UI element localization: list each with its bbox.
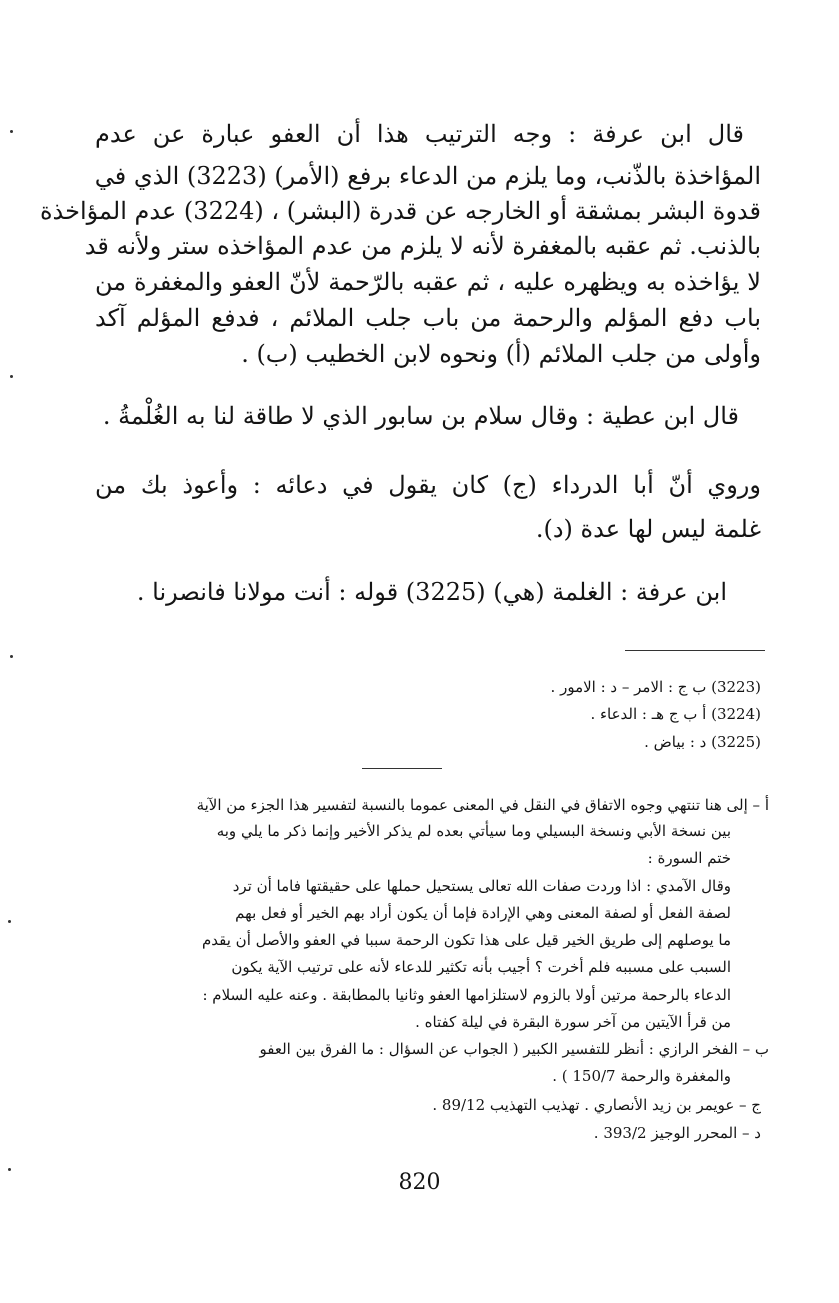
body-line: وروي أنّ أبا الدرداء (ج) كان يقول في دعائه : وأعوذ بك من: [95, 471, 761, 499]
variant-line: (3223) ب ج : الامر – د : الامور .: [550, 678, 761, 696]
note-line: ختم السورة :: [647, 849, 731, 867]
footnote-separator: [625, 650, 765, 651]
body-line: المؤاخذة بالذّنب، وما يلزم من الدعاء برفع (الأمر) (3223) الذي في: [94, 162, 761, 190]
notes-separator: [362, 768, 442, 769]
body-line: وأولى من جلب الملائم (أ) ونحوه لابن الخطيب (ب) .: [241, 340, 761, 368]
body-line: قال ابن عرفة : وجه الترتيب هذا أن العفو عبارة عن عدم: [95, 120, 744, 148]
note-line: ب – الفخر الرازي : أنظر للتفسير الكبير ( الجواب عن السؤال : ما الفرق بين العفو: [259, 1040, 769, 1058]
page-number: 820: [398, 1170, 441, 1195]
note-line: د – المحرر الوجيز 393/2 .: [593, 1124, 761, 1142]
note-line: أ – إلى هنا تنتهي وجوه الاتفاق في النقل في المعنى عموما بالنسبة لتفسير هذا الجزء من الآية: [196, 796, 769, 814]
margin-mark: [8, 920, 11, 923]
margin-mark: [10, 130, 13, 133]
body-line: بالذنب. ثم عقبه بالمغفرة لأنه لا يلزم من عدم المؤاخذه ستر ولأنه قد: [84, 232, 761, 260]
body-line: باب دفع المؤلم والرحمة من باب جلب الملائم ، فدفع المؤلم آكد: [95, 304, 761, 332]
note-line: ما يوصلهم إلى طريق الخير قيل على هذا تكون الرحمة سببا في العفو والأصل أن يقدم: [201, 931, 731, 949]
variant-line: (3224) أ ب ج هـ : الدعاء .: [590, 705, 761, 723]
note-line: ج – عويمر بن زيد الأنصاري . تهذيب التهذيب 89/12 .: [432, 1096, 761, 1114]
variant-line: (3225) د : بياض .: [644, 733, 761, 751]
note-line: لصفة الفعل أو لصفة المعنى وهي الإرادة فإما أن يكون أراد بهم الخير أو فعل بهم: [235, 904, 731, 922]
body-line: لا يؤاخذه به ويظهره عليه ، ثم عقبه بالرّحمة لأنّ العفو والمغفرة من: [95, 268, 761, 296]
note-line: والمغفرة والرحمة 150/7 ) .: [552, 1067, 731, 1085]
note-line: وقال الآمدي : اذا وردت صفات الله تعالى يستحيل حملها على حقيقتها فاما أن ترد: [232, 877, 731, 895]
note-line: من قرأ الآيتين من آخر سورة البقرة في ليلة كفتاه .: [415, 1013, 731, 1031]
body-line: قدوة البشر بمشقة أو الخارجه عن قدرة (البشر) ، (3224) عدم المؤاخذة: [39, 197, 761, 225]
note-line: الدعاء بالرحمة مرتين أولا بالزوم لاستلزامها العفو وثانيا بالمطابقة . وعنه عليه السلام :: [202, 986, 731, 1004]
margin-mark: [10, 655, 13, 658]
body-line: ابن عرفة : الغلمة (هي) (3225) قوله : أنت مولانا فانصرنا .: [136, 578, 727, 606]
margin-mark: [10, 375, 13, 378]
body-line: غلمة ليس لها عدة (د).: [535, 515, 761, 543]
note-line: بين نسخة الأبي ونسخة البسيلي وما سيأتي بعده لم يذكر الأخير وإنما ذكر ما يلي وبه: [216, 822, 731, 840]
body-line: قال ابن عطية : وقال سلام بن سابور الذي لا طاقة لنا به الغُلْمةُ .: [102, 402, 739, 430]
note-line: السبب على مسببه فلم أخرت ؟ أجيب بأنه تكثير للدعاء لأنه على ترتيب الآية يكون: [231, 958, 731, 976]
